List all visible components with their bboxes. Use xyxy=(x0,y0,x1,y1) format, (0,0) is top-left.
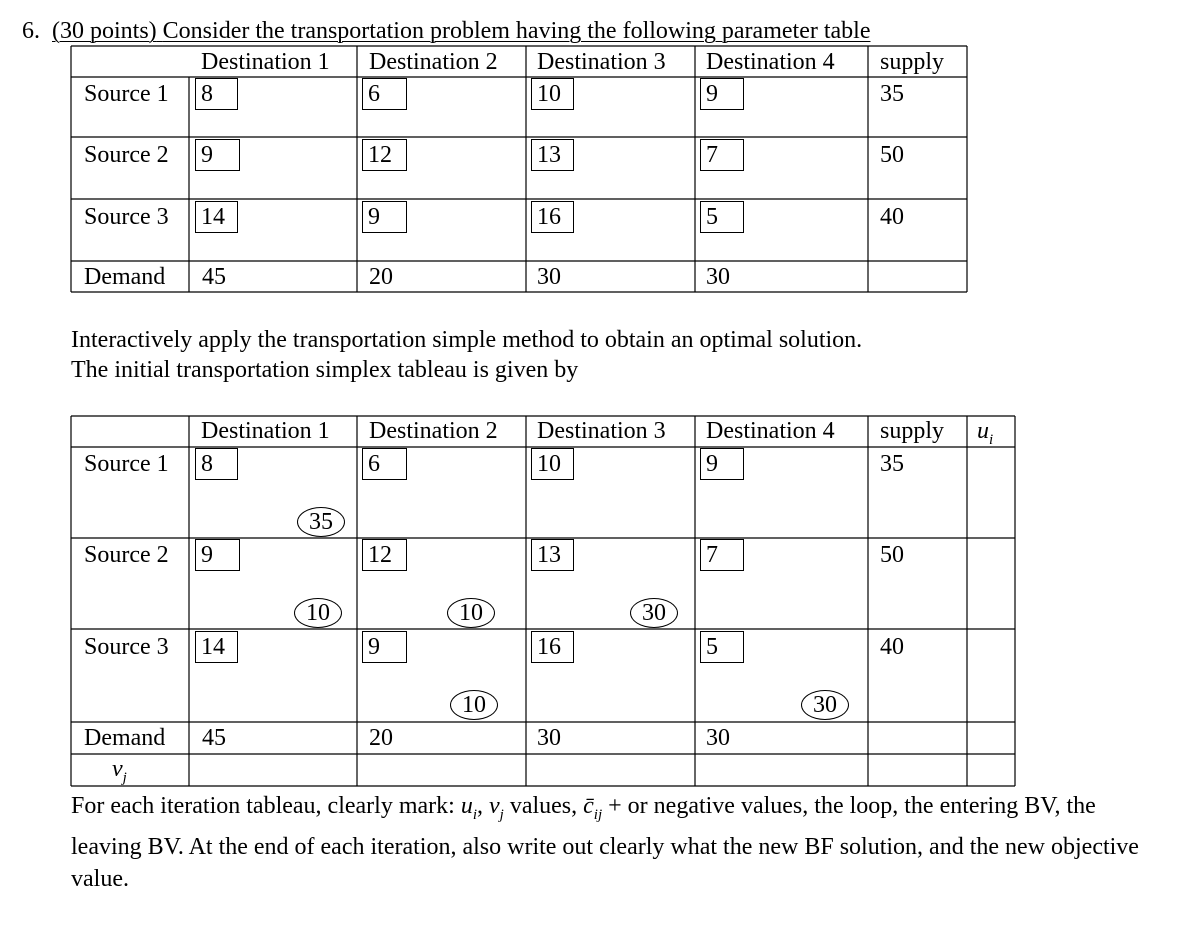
t1-supply-s1: 35 xyxy=(880,81,904,107)
t2-supply-s1: 35 xyxy=(880,451,904,477)
t1-cost-s3-d3: 16 xyxy=(531,201,574,233)
t2-row-label-source-3: Source 3 xyxy=(84,634,169,660)
t2-supply-s2: 50 xyxy=(880,542,904,568)
t2-row-label-source-1: Source 1 xyxy=(84,451,169,477)
instructions-line-2: The initial transportation simplex tableau is given by xyxy=(71,357,579,383)
footer-values-text: values, xyxy=(503,793,584,819)
t2-cost-s2-d4: 7 xyxy=(700,539,744,571)
t2-allocation-s2-d1: 10 xyxy=(294,598,342,628)
t2-header-destination-1: Destination 1 xyxy=(201,418,330,444)
t2-cost-s3-d4: 5 xyxy=(700,631,744,663)
problem-number: 6. xyxy=(22,18,40,44)
v-subscript: j xyxy=(122,769,127,786)
t2-header-destination-2: Destination 2 xyxy=(369,418,498,444)
t1-demand-d4: 30 xyxy=(706,264,730,290)
footer-v-subscript: j xyxy=(499,806,504,823)
t1-demand-d1: 45 xyxy=(202,264,226,290)
t1-supply-s2: 50 xyxy=(880,142,904,168)
t2-row-label-source-2: Source 2 xyxy=(84,542,169,568)
t2-header-supply: supply xyxy=(880,418,945,444)
t1-cost-s1-d4: 9 xyxy=(700,78,744,110)
t2-cost-s3-d3: 16 xyxy=(531,631,574,663)
footer-v-symbol: v xyxy=(489,793,500,819)
t1-cost-s3-d1: 14 xyxy=(195,201,238,233)
t1-cost-s2-d2: 12 xyxy=(362,139,407,171)
t2-cost-s2-d3: 13 xyxy=(531,539,574,571)
t2-demand-d3: 30 xyxy=(537,725,561,751)
t2-header-destination-3: Destination 3 xyxy=(537,418,666,444)
t2-cost-s2-d2: 12 xyxy=(362,539,407,571)
footer-c-bar-symbol: c̄ xyxy=(583,793,594,819)
t2-row-label-v-j xyxy=(112,755,127,792)
t2-cost-s1-d2: 6 xyxy=(362,448,407,480)
t1-cost-s1-d3: 10 xyxy=(531,78,574,110)
footer-instructions xyxy=(71,790,1161,895)
t2-demand-d4: 30 xyxy=(706,725,730,751)
problem-title xyxy=(22,16,870,46)
t1-demand-d2: 20 xyxy=(369,264,393,290)
t2-cost-s1-d3: 10 xyxy=(531,448,574,480)
v-symbol: v xyxy=(112,756,123,782)
t2-allocation-s3-d2: 10 xyxy=(450,690,498,720)
t1-cost-s2-d3: 13 xyxy=(531,139,574,171)
footer-u-symbol: u xyxy=(460,793,473,819)
t2-cost-s2-d1: 9 xyxy=(195,539,240,571)
footer-text-1: For each iteration tableau, clearly mark: xyxy=(71,793,461,819)
footer-text-2: + or negative values, the loop, the entering BV, the leaving BV. At the end of each iteration, also write out clearly what the new BF solution, and the new objective value. xyxy=(71,793,1139,892)
t1-header-destination-1: Destination 1 xyxy=(201,49,330,75)
instructions-line-1: Interactively apply the transportation simple method to obtain an optimal solution. xyxy=(71,327,863,353)
t1-row-label-source-3: Source 3 xyxy=(84,204,169,230)
t1-demand-d3: 30 xyxy=(537,264,561,290)
u-symbol: u xyxy=(977,418,989,444)
t2-allocation-s1-d1: 35 xyxy=(297,507,345,537)
t1-row-label-source-2: Source 2 xyxy=(84,142,169,168)
t1-header-supply: supply xyxy=(880,49,945,75)
t1-cost-s3-d4: 5 xyxy=(700,201,744,233)
problem-statement xyxy=(52,18,870,44)
t2-allocation-s3-d4: 30 xyxy=(801,690,849,720)
t2-allocation-s2-d2: 10 xyxy=(447,598,495,628)
problem-points: (30 points) xyxy=(52,18,157,44)
t2-cost-s3-d1: 14 xyxy=(195,631,238,663)
t1-cost-s1-d1: 8 xyxy=(195,78,238,110)
t2-demand-d2: 20 xyxy=(369,725,393,751)
t1-cost-s1-d2: 6 xyxy=(362,78,407,110)
footer-comma: , xyxy=(477,793,489,819)
t2-cost-s1-d1: 8 xyxy=(195,448,238,480)
footer-u-subscript: i xyxy=(472,806,477,823)
t1-cost-s3-d2: 9 xyxy=(362,201,407,233)
problem-statement-text: Consider the transportation problem having the following parameter table xyxy=(162,18,871,44)
t2-demand-d1: 45 xyxy=(202,725,226,751)
t1-cost-s2-d4: 7 xyxy=(700,139,744,171)
t2-header-u-i xyxy=(977,417,993,454)
t1-header-destination-2: Destination 2 xyxy=(369,49,498,75)
t1-header-destination-3: Destination 3 xyxy=(537,49,666,75)
t1-header-destination-4: Destination 4 xyxy=(706,49,835,75)
u-subscript: i xyxy=(989,431,994,448)
t1-row-label-source-1: Source 1 xyxy=(84,81,169,107)
t2-demand-label: Demand xyxy=(84,725,166,751)
footer-c-subscript: ij xyxy=(593,806,603,823)
t1-demand-label: Demand xyxy=(84,264,166,290)
t2-allocation-s2-d3: 30 xyxy=(630,598,678,628)
t1-cost-s2-d1: 9 xyxy=(195,139,240,171)
t2-supply-s3: 40 xyxy=(880,634,904,660)
t2-header-destination-4: Destination 4 xyxy=(706,418,835,444)
t2-cost-s3-d2: 9 xyxy=(362,631,407,663)
t1-supply-s3: 40 xyxy=(880,204,904,230)
t2-cost-s1-d4: 9 xyxy=(700,448,744,480)
